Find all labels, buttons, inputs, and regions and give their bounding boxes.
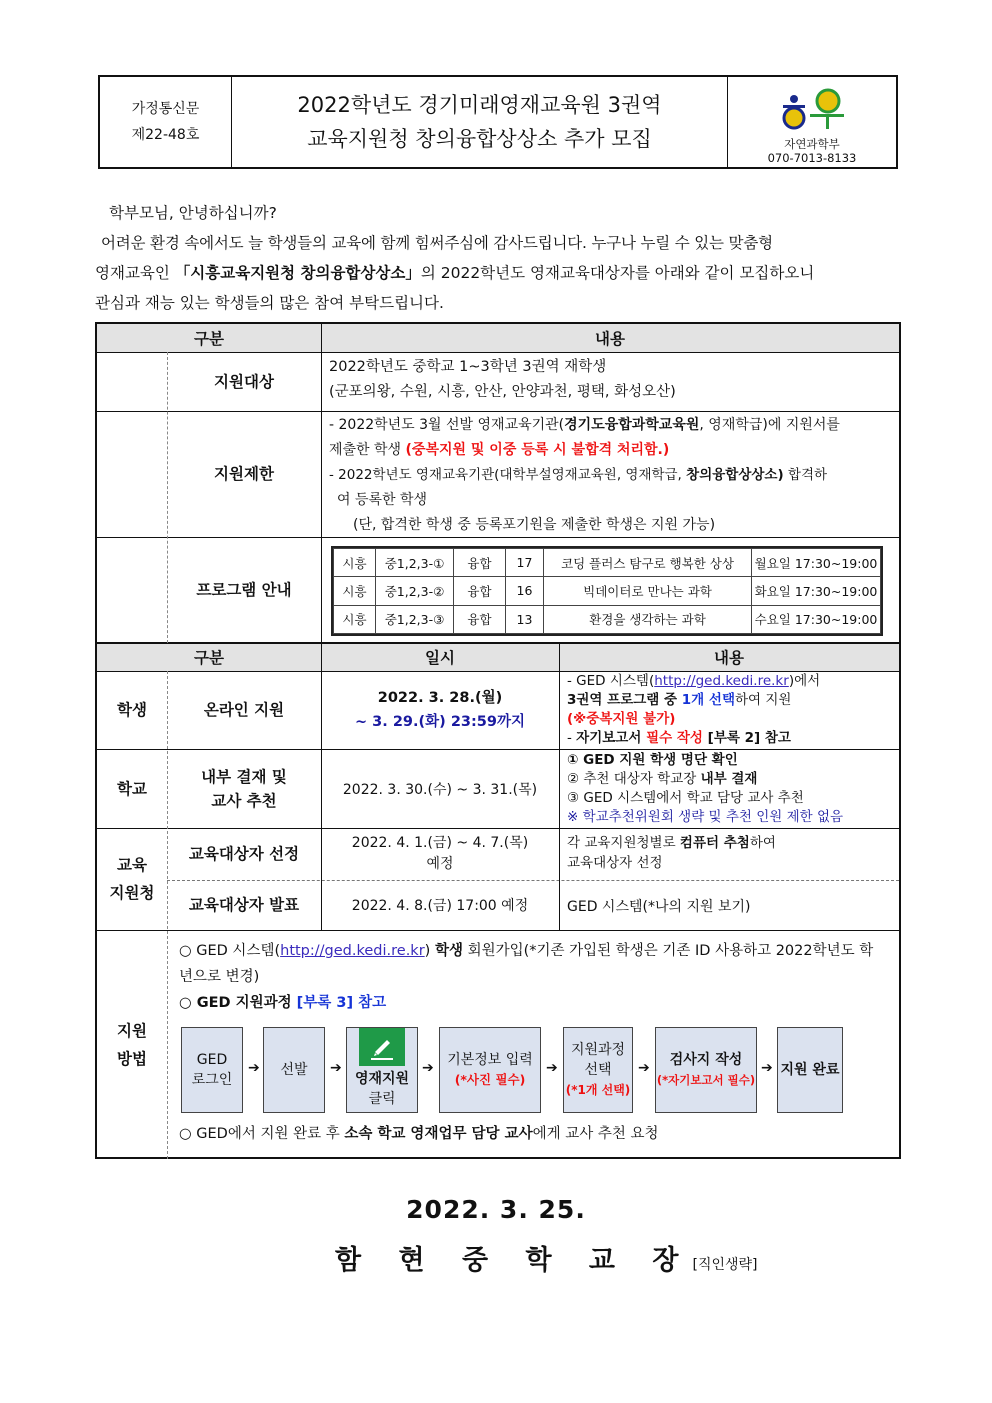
school-label-line2: 교사 추천 <box>211 791 277 810</box>
limit-warning: (중복지원 및 이중 등록 시 불합격 처리함.) <box>405 442 670 458</box>
flow-step-gifted-apply <box>346 1027 418 1113</box>
apply-select-one: 1개 선택 <box>681 692 735 708</box>
school-label-line1: 내부 결재 및 <box>201 767 287 786</box>
doc-type: 가정통신문 <box>131 101 200 117</box>
limit-line5: (단, 합격한 학생 중 등록포기원을 제출한 학생은 지원 가능) <box>353 517 716 533</box>
limit-line2 <box>329 438 895 463</box>
school-step2 <box>567 770 897 789</box>
doc-title-line1: 2022학년도 경기미래영재교육원 3권역 <box>297 93 662 117</box>
office-group <box>97 828 167 930</box>
program-table <box>331 546 883 636</box>
intro-line3: 관심과 재능 있는 학생들의 많은 참여 부탁드립니다. <box>95 294 444 312</box>
target-label: 지원대상 <box>214 372 274 391</box>
program-grade: 중1,2,3-② <box>376 577 454 605</box>
doc-number: 제22-48호 <box>131 127 200 143</box>
method-line4-post: 에게 교사 추천 요청 <box>532 1126 659 1142</box>
intro-line2-pre: 영재교육인 <box>95 264 175 282</box>
flow-step-login <box>181 1027 243 1113</box>
flow-step-select-label: 선발 <box>280 1062 308 1078</box>
program-time: 화요일 17:30~19:00 <box>752 577 881 605</box>
table2-col-date: 일시 <box>425 649 455 667</box>
flow-arrow-icon: ➔ <box>546 1060 558 1076</box>
flow-step-test <box>655 1027 757 1113</box>
flow-arrow-icon: ➔ <box>638 1060 650 1076</box>
principal-name: 함 현 중 학 교 장 <box>335 1245 693 1276</box>
greeting: 학부모님, 안녕하십니까? <box>109 204 277 222</box>
intro-line1: 어려운 환경 속에서도 늘 학생들의 교육에 함께 힘써주심에 감사드립니다. 누구나 누릴 수 있는 맞춤형 <box>101 234 773 252</box>
limit-c-bold: 창의융합상상소) <box>686 467 784 483</box>
program-quota: 17 <box>506 549 544 577</box>
school-step2-pre: ② 추천 대상자 학교장 <box>567 771 701 787</box>
apply-line2-bold: 3권역 프로그램 중 <box>567 692 682 708</box>
method-line2: 년으로 변경) <box>179 969 260 985</box>
online-apply-date <box>321 671 559 749</box>
limit-c-pre: - 2022학년도 영재교육기관(대학부설영재교육원, 영재학급, <box>329 467 687 483</box>
method-teacher-bold: 소속 학교 영재업무 담당 교사 <box>344 1126 533 1142</box>
apply-required: 필수 작성 <box>646 730 703 746</box>
school-step3: ③ GED 시스템에서 학교 담당 교사 추천 <box>567 790 804 806</box>
apply-no-duplicate: (※중복지원 불가) <box>567 711 676 727</box>
apply-line4-pre: - <box>567 730 577 746</box>
method-label-line1: 지원 <box>117 1021 147 1040</box>
program-title: 코딩 플러스 탐구로 행복한 상상 <box>544 549 752 577</box>
limit-line1 <box>329 413 895 438</box>
announce-date: 2022. 4. 8.(금) 17:00 예정 <box>351 898 529 914</box>
method-student-bold: 학생 <box>434 943 463 959</box>
selection-content <box>567 833 897 873</box>
method-signup <box>179 938 891 1016</box>
selection-line1 <box>567 833 897 853</box>
signature <box>335 1238 758 1277</box>
limit-label: 지원제한 <box>214 465 274 483</box>
table2-col-category: 구분 <box>194 649 224 667</box>
program-region: 시흥 <box>334 549 376 577</box>
school-approval-date: 2022. 3. 30.(수) ~ 3. 31.(목) <box>342 781 538 798</box>
flow-step-login-line2: 로그인 <box>191 1072 233 1088</box>
flow-step-complete-label: 지원 완료 <box>780 1062 840 1078</box>
intro-paragraph <box>95 198 901 318</box>
flow-arrow-icon: ➔ <box>330 1060 342 1076</box>
flow-step-gifted-apply-click: 클릭 <box>368 1091 396 1107</box>
flow-step-login-line1: GED <box>196 1052 228 1068</box>
method-line1-post: 회원가입(*기존 가입된 학생은 기존 ID 사용하고 2022학년도 학 <box>462 943 874 959</box>
doc-title-line2: 교육지원청 창의융합상상소 추가 모집 <box>307 127 652 151</box>
apply-end-date: ~ 3. 29.(화) 23:59까지 <box>354 714 525 730</box>
program-title: 환경을 생각하는 과학 <box>544 605 752 633</box>
flow-step-test-label: 검사지 작성 <box>669 1052 743 1068</box>
school-note: ※ 학교추천위원회 생략 및 추천 인원 제한 없음 <box>567 809 844 825</box>
target-content <box>329 355 889 405</box>
flow-step-select <box>263 1027 325 1113</box>
flow-step-report-required: (*자기보고서 필수) <box>656 1073 756 1087</box>
student-group: 학생 <box>117 701 147 719</box>
selection-line1-post: 하여 <box>749 835 776 851</box>
school-group: 학교 <box>117 779 147 798</box>
program-row <box>334 605 881 633</box>
method-label-line2: 방법 <box>117 1049 147 1068</box>
method-label <box>97 930 167 1159</box>
program-name: 「시흥교육지원청 창의융합상상소」 <box>174 264 421 282</box>
online-apply-label: 온라인 지원 <box>203 701 285 719</box>
office-group-line2: 지원청 <box>109 884 155 902</box>
program-label: 프로그램 안내 <box>196 580 292 599</box>
seal-note: [직인생략] <box>692 1257 758 1273</box>
program-row <box>334 549 881 577</box>
school-step2-bold: 내부 결재 <box>700 771 758 787</box>
method-process-bold: ○ GED 지원과정 <box>179 995 297 1011</box>
selection-lottery: 컴퓨터 추첨 <box>679 835 750 851</box>
intro-line2-post: 의 2022학년도 영재교육대상자를 아래와 같이 모집하오니 <box>420 264 815 282</box>
program-field: 융합 <box>454 605 506 633</box>
method-line1-mid: ) <box>424 943 435 959</box>
table1-col-category: 구분 <box>194 330 224 348</box>
flow-step-photo-required: (*사진 필수) <box>454 1072 526 1087</box>
apply-line2-post: 하여 지원 <box>735 692 792 708</box>
table1-col-content: 내용 <box>595 330 625 348</box>
flow-step-course-line1: 지원과정 <box>570 1042 626 1058</box>
info-table <box>95 322 901 1159</box>
flow-step-basic-info-label: 기본정보 입력 <box>447 1052 533 1068</box>
apply-line1-pre: - GED 시스템( <box>567 673 655 689</box>
limit-content <box>329 413 895 538</box>
announce-label: 교육대상자 발표 <box>188 896 300 914</box>
selection-line1-pre: 각 교육지원청별로 <box>567 835 680 851</box>
limit-a-bold: 경기도융합과학교육원 <box>564 417 700 433</box>
method-line1 <box>179 938 891 964</box>
program-field: 융합 <box>454 549 506 577</box>
issue-date: 2022. 3. 25. <box>406 1195 586 1224</box>
flow-arrow-icon: ➔ <box>422 1060 434 1076</box>
apply-appendix2: [부록 2] 참고 <box>702 730 791 746</box>
program-row <box>334 577 881 605</box>
apply-line2 <box>567 691 897 710</box>
doc-id-cell <box>100 77 232 167</box>
apply-line4 <box>567 729 897 748</box>
limit-b-pre: 제출한 학생 <box>329 442 406 458</box>
selection-date-range: 2022. 4. 1.(금) ~ 4. 7.(목) <box>351 835 529 851</box>
program-region: 시흥 <box>334 577 376 605</box>
contact-cell <box>728 77 896 167</box>
target-line1: 2022학년도 중학교 1~3학년 3권역 재학생 <box>329 359 607 375</box>
selection-label: 교육대상자 선정 <box>188 845 300 863</box>
selection-date-note: 예정 <box>426 856 454 872</box>
program-quota: 16 <box>506 577 544 605</box>
doc-title-cell <box>232 77 728 167</box>
method-appendix3: [부록 3] 참고 <box>296 995 387 1011</box>
document-header <box>98 75 898 169</box>
limit-a-pre: - 2022학년도 3월 선발 영재교육기관( <box>329 417 565 433</box>
limit-line3 <box>329 463 895 488</box>
program-grade: 중1,2,3-③ <box>376 605 454 633</box>
program-grade: 중1,2,3-① <box>376 549 454 577</box>
method-line1-pre: ○ GED 시스템( <box>179 943 281 959</box>
intro-line2 <box>95 258 901 288</box>
flow-step-course <box>563 1027 633 1113</box>
method-teacher-request <box>179 1121 891 1147</box>
program-quota: 13 <box>506 605 544 633</box>
flow-arrow-icon: ➔ <box>248 1060 260 1076</box>
apply-line1 <box>567 672 897 691</box>
program-time: 월요일 17:30~19:00 <box>752 549 881 577</box>
online-apply-content <box>567 672 897 748</box>
selection-date <box>321 828 559 880</box>
phone-number: 070-7013-8133 <box>767 151 857 165</box>
apply-start-date: 2022. 3. 28.(월) <box>377 690 503 706</box>
department: 자연과학부 <box>784 137 840 151</box>
ged-signup-link[interactable]: http://ged.kedi.re.kr <box>280 943 425 959</box>
school-approval-content <box>567 751 897 827</box>
program-title: 빅데이터로 만나는 과학 <box>544 577 752 605</box>
target-line2: (군포의왕, 수원, 시흥, 안산, 안양과천, 평택, 화성오산) <box>329 384 676 400</box>
flow-step-complete <box>777 1027 843 1113</box>
office-group-line1: 교육 <box>117 856 147 874</box>
school-logo-icon <box>780 87 844 131</box>
school-step1: ① GED 지원 학생 명단 확인 <box>567 752 738 768</box>
school-approval-label <box>167 749 321 828</box>
flow-arrow-icon: ➔ <box>761 1060 773 1076</box>
program-time: 수요일 17:30~19:00 <box>752 605 881 633</box>
method-line4-pre: ○ GED에서 지원 완료 후 <box>179 1126 345 1142</box>
flow-step-course-line2: 선택 <box>584 1062 612 1078</box>
method-line3 <box>179 990 891 1016</box>
apply-line4-bold: 자기보고서 <box>576 730 647 746</box>
table2-col-content: 내용 <box>714 649 744 667</box>
apply-line1-post: )에서 <box>788 673 821 689</box>
ged-link[interactable]: http://ged.kedi.re.kr <box>654 673 789 689</box>
flow-step-course-one: (*1개 선택) <box>565 1083 631 1097</box>
limit-a-post: , 영재학급)에 지원서를 <box>699 417 840 433</box>
flow-step-basic-info <box>439 1027 541 1113</box>
announce-content: GED 시스템(*나의 지원 보기) <box>567 899 751 915</box>
selection-line2: 교육대상자 선정 <box>567 855 663 871</box>
program-region: 시흥 <box>334 605 376 633</box>
limit-c-post: 합격하 <box>783 467 828 483</box>
limit-line4: 여 등록한 학생 <box>337 492 428 508</box>
flow-step-gifted-apply-label: 영재지원 <box>354 1071 410 1087</box>
gifted-apply-icon <box>359 1028 405 1066</box>
program-field: 융합 <box>454 577 506 605</box>
